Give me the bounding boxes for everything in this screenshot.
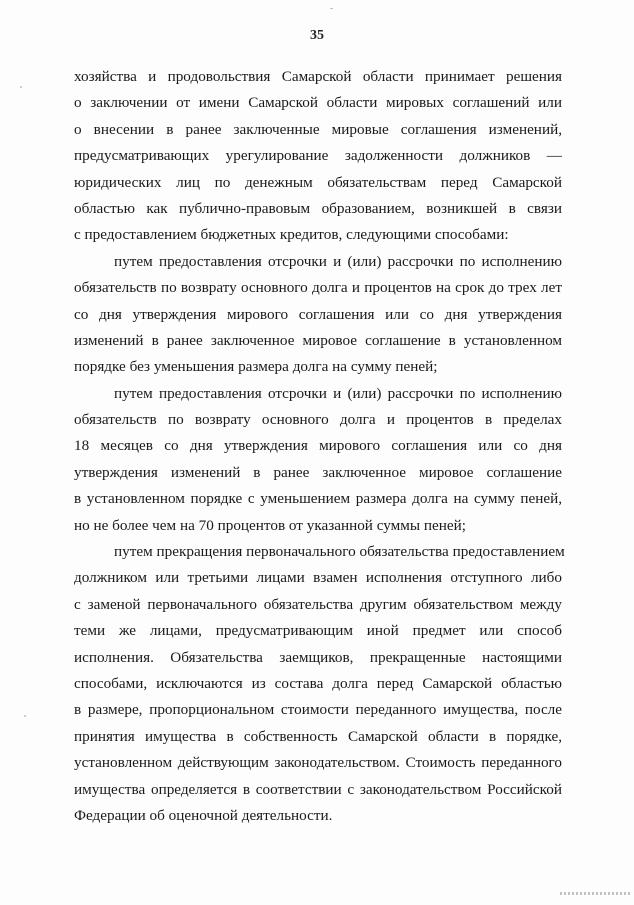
text-line: областью как публично-правовым образованием, возникшей в связи: [74, 199, 562, 217]
text-line: обязательств по возврату основного долга и процентов на срок до трех лет: [74, 279, 562, 297]
text-line: изменений в ранее заключенное мировое соглашение в установленном: [74, 331, 562, 349]
text-line: порядке без уменьшения размера долга на сумму пеней;: [74, 358, 438, 376]
paragraph: [74, 381, 562, 539]
paragraph: [74, 539, 565, 829]
text-line: предусматривающих урегулирование задолженности должников —: [74, 147, 562, 165]
text-line: о внесении в ранее заключенные мировые соглашения изменений,: [74, 120, 562, 138]
text-line: хозяйства и продовольствия Самарской области принимает решения: [74, 68, 562, 85]
text-line: путем прекращения первоначального обязательства предоставлением: [114, 543, 565, 561]
text-line: установленном действующим законодательством. Стоимость переданного: [74, 754, 562, 772]
text-line: 18 месяцев со дня утверждения мирового соглашения или со дня: [74, 437, 562, 455]
text-line: Федерации об оценочной деятельности.: [74, 806, 333, 824]
text-line: в размере, пропорциональном стоимости переданного имущества, после: [74, 701, 562, 719]
text-line: путем предоставления отсрочки и (или) рассрочки по исполнению: [114, 252, 562, 270]
text-line: но не более чем на 70 процентов от указанной суммы пеней;: [74, 516, 466, 534]
text-line: теми же лицами, предусматривающим иной предмет или способ: [74, 622, 562, 640]
text-line: о заключении от имени Самарской области мировых соглашений или: [74, 94, 562, 112]
text-line: принятия имущества в собственность Самарской области в порядке,: [74, 727, 562, 745]
text-line: с предоставлением бюджетных кредитов, следующими способами:: [74, 226, 509, 244]
scan-speck: [20, 86, 22, 88]
text-line: юридических лиц по денежным обязательствам перед Самарской: [74, 173, 562, 191]
text-line: должником или третьими лицами взамен исполнения отступного либо: [74, 569, 562, 587]
text-line: способами, исключаются из состава долга перед Самарской областью: [74, 674, 562, 692]
scan-edge-mark: [560, 892, 630, 895]
paragraph: [74, 64, 562, 249]
scan-speck: [330, 8, 333, 9]
text-line: путем предоставления отсрочки и (или) рассрочки по исполнению: [114, 384, 562, 402]
text-line: обязательств по возврату основного долга и процентов в пределах: [74, 411, 562, 429]
text-line: имущества определяется в соответствии с законодательством Российской: [74, 780, 562, 798]
paragraph: [74, 249, 562, 381]
text-line: со дня утверждения мирового соглашения или со дня утверждения: [74, 305, 562, 323]
page-number: 35: [310, 28, 324, 43]
scan-speck: [24, 715, 26, 717]
document-body: [74, 64, 565, 829]
text-line: с заменой первоначального обязательства другим обязательством между: [74, 595, 562, 613]
text-line: исполнения. Обязательства заемщиков, прекращенные настоящими: [74, 648, 562, 666]
text-line: утверждения изменений в ранее заключенное мировое соглашение: [74, 463, 562, 481]
text-line: в установленном порядке с уменьшением размера долга на сумму пеней,: [74, 490, 562, 508]
